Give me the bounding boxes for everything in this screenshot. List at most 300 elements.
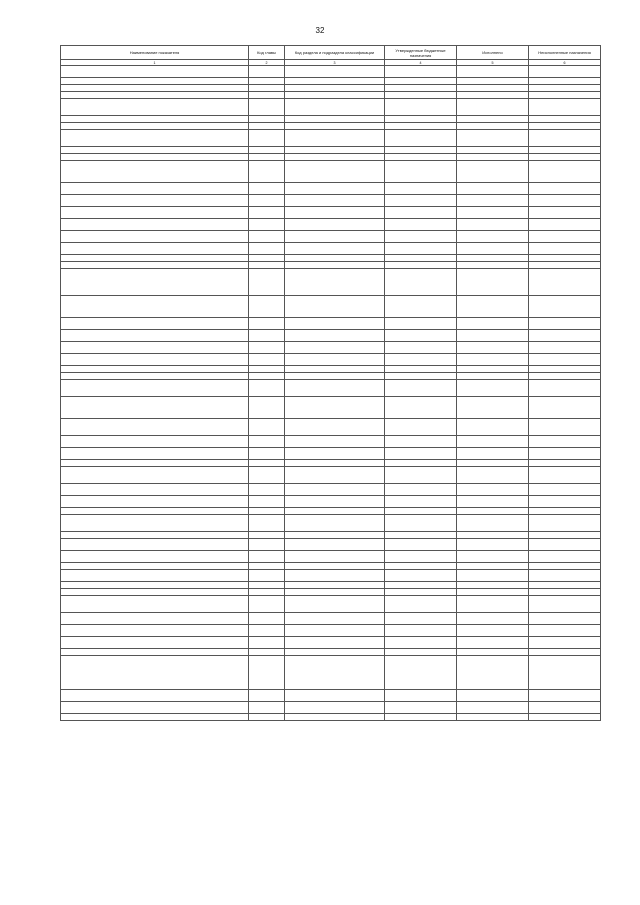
cell-approved-amount: [385, 596, 457, 613]
cell-chapter-code: [249, 436, 285, 448]
cell-unexecuted-amount: [529, 589, 601, 596]
cell-classification-code: [285, 231, 385, 243]
cell-unexecuted-amount: [529, 99, 601, 116]
cell-unexecuted-amount: [529, 85, 601, 92]
cell-indicator-name: [61, 262, 249, 269]
cell-unexecuted-amount: [529, 484, 601, 496]
cell-indicator-name: [61, 656, 249, 690]
table-row: [61, 373, 601, 380]
table-row: [61, 92, 601, 99]
table-row: [61, 649, 601, 656]
cell-approved-amount: [385, 570, 457, 582]
table-row: [61, 714, 601, 721]
cell-classification-code: [285, 342, 385, 354]
cell-executed-amount: [457, 330, 529, 342]
table-row: [61, 161, 601, 183]
cell-executed-amount: [457, 255, 529, 262]
cell-executed-amount: [457, 589, 529, 596]
header-index-1: 1: [61, 60, 249, 66]
cell-classification-code: [285, 154, 385, 161]
cell-indicator-name: [61, 496, 249, 508]
cell-indicator-name: [61, 532, 249, 539]
cell-executed-amount: [457, 448, 529, 460]
cell-unexecuted-amount: [529, 330, 601, 342]
table-row: [61, 154, 601, 161]
cell-indicator-name: [61, 183, 249, 195]
cell-indicator-name: [61, 296, 249, 318]
cell-indicator-name: [61, 563, 249, 570]
cell-approved-amount: [385, 330, 457, 342]
cell-executed-amount: [457, 262, 529, 269]
cell-indicator-name: [61, 625, 249, 637]
cell-chapter-code: [249, 330, 285, 342]
cell-approved-amount: [385, 702, 457, 714]
cell-classification-code: [285, 183, 385, 195]
cell-chapter-code: [249, 515, 285, 532]
cell-classification-code: [285, 508, 385, 515]
cell-executed-amount: [457, 85, 529, 92]
cell-indicator-name: [61, 161, 249, 183]
cell-indicator-name: [61, 436, 249, 448]
cell-chapter-code: [249, 85, 285, 92]
cell-unexecuted-amount: [529, 195, 601, 207]
cell-approved-amount: [385, 380, 457, 397]
header-index-2: 2: [249, 60, 285, 66]
cell-indicator-name: [61, 318, 249, 330]
cell-executed-amount: [457, 570, 529, 582]
header-unexecuted-amount: Неисполненные назначения: [529, 46, 601, 60]
cell-executed-amount: [457, 551, 529, 563]
cell-indicator-name: [61, 330, 249, 342]
cell-indicator-name: [61, 342, 249, 354]
cell-classification-code: [285, 366, 385, 373]
cell-approved-amount: [385, 484, 457, 496]
cell-indicator-name: [61, 649, 249, 656]
table-row: [61, 496, 601, 508]
cell-chapter-code: [249, 656, 285, 690]
cell-indicator-name: [61, 690, 249, 702]
cell-chapter-code: [249, 539, 285, 551]
table-row: [61, 123, 601, 130]
table-header: [61, 46, 601, 66]
cell-approved-amount: [385, 649, 457, 656]
cell-approved-amount: [385, 123, 457, 130]
cell-chapter-code: [249, 99, 285, 116]
cell-chapter-code: [249, 467, 285, 484]
cell-chapter-code: [249, 690, 285, 702]
cell-executed-amount: [457, 419, 529, 436]
cell-classification-code: [285, 596, 385, 613]
cell-indicator-name: [61, 243, 249, 255]
header-executed-amount: Исполнено: [457, 46, 529, 60]
cell-approved-amount: [385, 613, 457, 625]
cell-approved-amount: [385, 714, 457, 721]
table-row: [61, 99, 601, 116]
cell-unexecuted-amount: [529, 582, 601, 589]
cell-chapter-code: [249, 296, 285, 318]
cell-classification-code: [285, 66, 385, 78]
cell-approved-amount: [385, 467, 457, 484]
cell-indicator-name: [61, 269, 249, 296]
cell-approved-amount: [385, 161, 457, 183]
cell-unexecuted-amount: [529, 354, 601, 366]
cell-unexecuted-amount: [529, 147, 601, 154]
cell-unexecuted-amount: [529, 269, 601, 296]
cell-chapter-code: [249, 318, 285, 330]
cell-unexecuted-amount: [529, 207, 601, 219]
table-row: [61, 532, 601, 539]
cell-classification-code: [285, 296, 385, 318]
table-row: [61, 460, 601, 467]
cell-classification-code: [285, 207, 385, 219]
budget-execution-table: [60, 45, 601, 721]
cell-executed-amount: [457, 656, 529, 690]
cell-indicator-name: [61, 702, 249, 714]
cell-indicator-name: [61, 515, 249, 532]
cell-approved-amount: [385, 354, 457, 366]
cell-unexecuted-amount: [529, 532, 601, 539]
cell-unexecuted-amount: [529, 92, 601, 99]
cell-executed-amount: [457, 380, 529, 397]
cell-executed-amount: [457, 183, 529, 195]
cell-chapter-code: [249, 269, 285, 296]
table-row: [61, 613, 601, 625]
cell-unexecuted-amount: [529, 154, 601, 161]
table-row: [61, 296, 601, 318]
cell-unexecuted-amount: [529, 161, 601, 183]
cell-executed-amount: [457, 467, 529, 484]
table-row: [61, 85, 601, 92]
table-row: [61, 467, 601, 484]
cell-approved-amount: [385, 448, 457, 460]
cell-executed-amount: [457, 147, 529, 154]
cell-chapter-code: [249, 147, 285, 154]
cell-unexecuted-amount: [529, 243, 601, 255]
cell-classification-code: [285, 589, 385, 596]
cell-chapter-code: [249, 563, 285, 570]
cell-approved-amount: [385, 515, 457, 532]
cell-chapter-code: [249, 262, 285, 269]
cell-chapter-code: [249, 373, 285, 380]
cell-executed-amount: [457, 296, 529, 318]
cell-classification-code: [285, 436, 385, 448]
cell-unexecuted-amount: [529, 262, 601, 269]
cell-indicator-name: [61, 467, 249, 484]
cell-executed-amount: [457, 436, 529, 448]
cell-indicator-name: [61, 78, 249, 85]
cell-unexecuted-amount: [529, 637, 601, 649]
cell-approved-amount: [385, 366, 457, 373]
cell-executed-amount: [457, 366, 529, 373]
cell-executed-amount: [457, 690, 529, 702]
cell-classification-code: [285, 637, 385, 649]
cell-unexecuted-amount: [529, 496, 601, 508]
table-row: [61, 318, 601, 330]
header-index-6: 6: [529, 60, 601, 66]
cell-indicator-name: [61, 195, 249, 207]
table-row: [61, 397, 601, 419]
cell-classification-code: [285, 467, 385, 484]
table-row: [61, 78, 601, 85]
cell-approved-amount: [385, 589, 457, 596]
cell-indicator-name: [61, 207, 249, 219]
cell-classification-code: [285, 330, 385, 342]
cell-unexecuted-amount: [529, 656, 601, 690]
cell-approved-amount: [385, 460, 457, 467]
cell-indicator-name: [61, 85, 249, 92]
header-index-4: 4: [385, 60, 457, 66]
cell-unexecuted-amount: [529, 508, 601, 515]
cell-indicator-name: [61, 92, 249, 99]
cell-classification-code: [285, 262, 385, 269]
cell-indicator-name: [61, 448, 249, 460]
cell-chapter-code: [249, 596, 285, 613]
cell-approved-amount: [385, 92, 457, 99]
table-row: [61, 130, 601, 147]
cell-approved-amount: [385, 231, 457, 243]
cell-classification-code: [285, 496, 385, 508]
cell-approved-amount: [385, 85, 457, 92]
cell-unexecuted-amount: [529, 702, 601, 714]
cell-executed-amount: [457, 354, 529, 366]
cell-classification-code: [285, 551, 385, 563]
cell-classification-code: [285, 460, 385, 467]
table-row: [61, 596, 601, 613]
cell-unexecuted-amount: [529, 66, 601, 78]
table-row: [61, 255, 601, 262]
cell-chapter-code: [249, 625, 285, 637]
cell-chapter-code: [249, 589, 285, 596]
cell-chapter-code: [249, 496, 285, 508]
cell-unexecuted-amount: [529, 714, 601, 721]
cell-chapter-code: [249, 255, 285, 262]
cell-classification-code: [285, 582, 385, 589]
cell-classification-code: [285, 714, 385, 721]
cell-classification-code: [285, 702, 385, 714]
table-row: [61, 484, 601, 496]
cell-approved-amount: [385, 147, 457, 154]
cell-chapter-code: [249, 354, 285, 366]
cell-classification-code: [285, 255, 385, 262]
cell-approved-amount: [385, 637, 457, 649]
table-row: [61, 625, 601, 637]
cell-approved-amount: [385, 582, 457, 589]
cell-approved-amount: [385, 116, 457, 123]
header-indicator-name: Наименование показателя: [61, 46, 249, 60]
header-approved-amount: Утвержденные бюджетные назначения: [385, 46, 457, 60]
cell-chapter-code: [249, 66, 285, 78]
cell-approved-amount: [385, 183, 457, 195]
cell-approved-amount: [385, 397, 457, 419]
cell-classification-code: [285, 123, 385, 130]
cell-unexecuted-amount: [529, 231, 601, 243]
cell-indicator-name: [61, 714, 249, 721]
cell-chapter-code: [249, 219, 285, 231]
cell-executed-amount: [457, 269, 529, 296]
cell-executed-amount: [457, 92, 529, 99]
cell-unexecuted-amount: [529, 419, 601, 436]
header-chapter-code: Код главы: [249, 46, 285, 60]
cell-unexecuted-amount: [529, 690, 601, 702]
cell-classification-code: [285, 649, 385, 656]
cell-approved-amount: [385, 496, 457, 508]
cell-unexecuted-amount: [529, 116, 601, 123]
table-row: [61, 195, 601, 207]
cell-chapter-code: [249, 570, 285, 582]
table-row: [61, 207, 601, 219]
table-row: [61, 419, 601, 436]
cell-unexecuted-amount: [529, 467, 601, 484]
cell-classification-code: [285, 243, 385, 255]
cell-chapter-code: [249, 78, 285, 85]
cell-unexecuted-amount: [529, 318, 601, 330]
cell-indicator-name: [61, 154, 249, 161]
table-body: [61, 66, 601, 721]
cell-executed-amount: [457, 130, 529, 147]
table-row: [61, 243, 601, 255]
cell-unexecuted-amount: [529, 183, 601, 195]
cell-classification-code: [285, 130, 385, 147]
cell-executed-amount: [457, 154, 529, 161]
cell-executed-amount: [457, 373, 529, 380]
table-row: [61, 231, 601, 243]
table-row: [61, 262, 601, 269]
table-row: [61, 66, 601, 78]
cell-chapter-code: [249, 207, 285, 219]
cell-chapter-code: [249, 582, 285, 589]
cell-executed-amount: [457, 78, 529, 85]
cell-unexecuted-amount: [529, 255, 601, 262]
cell-chapter-code: [249, 154, 285, 161]
cell-executed-amount: [457, 532, 529, 539]
cell-indicator-name: [61, 123, 249, 130]
cell-indicator-name: [61, 373, 249, 380]
table-row: [61, 637, 601, 649]
cell-chapter-code: [249, 448, 285, 460]
cell-executed-amount: [457, 342, 529, 354]
cell-indicator-name: [61, 460, 249, 467]
table-row: [61, 702, 601, 714]
cell-indicator-name: [61, 613, 249, 625]
cell-indicator-name: [61, 539, 249, 551]
cell-approved-amount: [385, 66, 457, 78]
cell-classification-code: [285, 563, 385, 570]
cell-approved-amount: [385, 130, 457, 147]
cell-approved-amount: [385, 419, 457, 436]
cell-classification-code: [285, 419, 385, 436]
cell-classification-code: [285, 397, 385, 419]
table-row: [61, 563, 601, 570]
cell-classification-code: [285, 354, 385, 366]
cell-indicator-name: [61, 66, 249, 78]
table-row: [61, 342, 601, 354]
cell-indicator-name: [61, 255, 249, 262]
cell-classification-code: [285, 269, 385, 296]
cell-approved-amount: [385, 373, 457, 380]
cell-unexecuted-amount: [529, 515, 601, 532]
cell-executed-amount: [457, 496, 529, 508]
header-index-3: 3: [285, 60, 385, 66]
cell-chapter-code: [249, 116, 285, 123]
cell-approved-amount: [385, 219, 457, 231]
cell-chapter-code: [249, 484, 285, 496]
header-row: [61, 46, 601, 60]
table-row: [61, 354, 601, 366]
cell-unexecuted-amount: [529, 625, 601, 637]
cell-executed-amount: [457, 714, 529, 721]
cell-indicator-name: [61, 419, 249, 436]
cell-indicator-name: [61, 380, 249, 397]
cell-executed-amount: [457, 219, 529, 231]
cell-unexecuted-amount: [529, 551, 601, 563]
cell-approved-amount: [385, 269, 457, 296]
cell-classification-code: [285, 625, 385, 637]
cell-chapter-code: [249, 92, 285, 99]
cell-executed-amount: [457, 515, 529, 532]
cell-unexecuted-amount: [529, 219, 601, 231]
cell-chapter-code: [249, 231, 285, 243]
cell-approved-amount: [385, 690, 457, 702]
cell-indicator-name: [61, 116, 249, 123]
cell-chapter-code: [249, 551, 285, 563]
cell-approved-amount: [385, 656, 457, 690]
cell-unexecuted-amount: [529, 563, 601, 570]
cell-chapter-code: [249, 342, 285, 354]
cell-unexecuted-amount: [529, 342, 601, 354]
cell-indicator-name: [61, 570, 249, 582]
cell-approved-amount: [385, 78, 457, 85]
table-row: [61, 366, 601, 373]
table-row: [61, 380, 601, 397]
cell-unexecuted-amount: [529, 613, 601, 625]
table-row: [61, 582, 601, 589]
cell-approved-amount: [385, 255, 457, 262]
cell-indicator-name: [61, 231, 249, 243]
cell-approved-amount: [385, 262, 457, 269]
cell-chapter-code: [249, 649, 285, 656]
cell-classification-code: [285, 219, 385, 231]
cell-indicator-name: [61, 219, 249, 231]
cell-indicator-name: [61, 130, 249, 147]
cell-indicator-name: [61, 484, 249, 496]
cell-indicator-name: [61, 397, 249, 419]
cell-chapter-code: [249, 532, 285, 539]
cell-executed-amount: [457, 397, 529, 419]
cell-unexecuted-amount: [529, 596, 601, 613]
cell-chapter-code: [249, 419, 285, 436]
cell-indicator-name: [61, 589, 249, 596]
cell-indicator-name: [61, 637, 249, 649]
table-row: [61, 436, 601, 448]
cell-unexecuted-amount: [529, 460, 601, 467]
table-row: [61, 183, 601, 195]
cell-unexecuted-amount: [529, 436, 601, 448]
cell-approved-amount: [385, 318, 457, 330]
cell-unexecuted-amount: [529, 296, 601, 318]
cell-classification-code: [285, 570, 385, 582]
cell-approved-amount: [385, 195, 457, 207]
cell-chapter-code: [249, 702, 285, 714]
header-index-5: 5: [457, 60, 529, 66]
cell-executed-amount: [457, 231, 529, 243]
table-row: [61, 589, 601, 596]
table-row: [61, 116, 601, 123]
cell-approved-amount: [385, 154, 457, 161]
cell-classification-code: [285, 161, 385, 183]
cell-classification-code: [285, 92, 385, 99]
table-row: [61, 269, 601, 296]
cell-indicator-name: [61, 551, 249, 563]
